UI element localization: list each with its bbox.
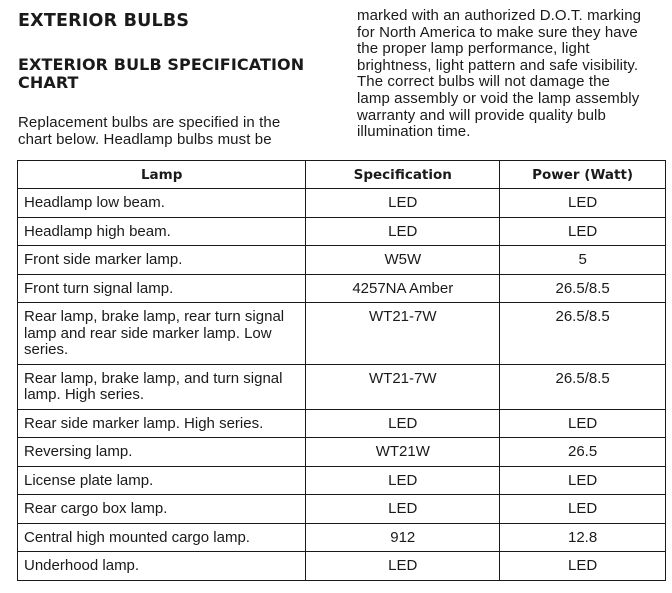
paragraph-line: brightness, light pattern and safe visibility. [357, 56, 639, 74]
lamp-cell [18, 466, 306, 495]
specification-cell: 4257NA Amber [306, 274, 500, 303]
power-cell: 5 [500, 246, 666, 275]
chart-heading-line-2: CHART [18, 73, 79, 92]
lamp-cell-line: Rear cargo box lamp. [24, 500, 168, 517]
chart-heading [18, 56, 338, 92]
lamp-cell-line: Reversing lamp. [24, 443, 133, 460]
lamp-cell [18, 246, 306, 275]
power-cell: 26.5/8.5 [500, 303, 666, 365]
lamp-cell-line: Headlamp high beam. [24, 222, 171, 240]
left-column [18, 8, 338, 148]
lamp-cell-line: Rear side marker lamp. High series. [24, 414, 264, 432]
table-row [18, 495, 666, 524]
bulb-specification-table [17, 160, 666, 581]
lamp-cell [18, 409, 306, 438]
power-cell: LED [500, 466, 666, 495]
power-cell: LED [500, 552, 666, 581]
specification-cell: WT21-7W [306, 303, 500, 365]
specification-cell: W5W [306, 246, 500, 275]
lamp-cell-line: Central high mounted cargo lamp. [24, 528, 250, 546]
paragraph-line: for North America to make sure they have [357, 23, 638, 41]
table-header-row [18, 161, 666, 189]
specification-cell: LED [306, 495, 500, 524]
lamp-cell [18, 523, 306, 552]
lamp-cell-line: Underhood lamp. [24, 557, 140, 574]
column-header-lamp: Lamp [18, 161, 306, 189]
table-row [18, 364, 666, 409]
table-row [18, 523, 666, 552]
lamp-cell-line: Front side marker lamp. [24, 251, 183, 268]
table-row [18, 217, 666, 246]
lamp-cell-line: lamp. High series. [24, 386, 145, 403]
specification-cell: 912 [306, 523, 500, 552]
lamp-cell [18, 217, 306, 246]
lamp-cell-line: Front turn signal lamp. [24, 279, 174, 297]
specification-cell: LED [306, 409, 500, 438]
page-heading: EXTERIOR BULBS [18, 11, 190, 31]
power-cell: 26.5/8.5 [500, 364, 666, 409]
table-row [18, 409, 666, 438]
table-row [18, 246, 666, 275]
power-cell: 12.8 [500, 523, 666, 552]
intro-line-1: Replacement bulbs are specified in the [18, 114, 281, 131]
power-cell: 26.5/8.5 [500, 274, 666, 303]
chart-heading-line-1: EXTERIOR BULB SPECIFICATION [18, 55, 305, 74]
power-cell: LED [500, 409, 666, 438]
paragraph-line: illumination time. [357, 123, 471, 141]
intro-paragraph [18, 114, 338, 148]
table-row [18, 466, 666, 495]
power-cell: LED [500, 495, 666, 524]
paragraph-line: marked with an authorized D.O.T. marking [357, 7, 642, 24]
power-cell: LED [500, 189, 666, 218]
lamp-cell [18, 438, 306, 467]
lamp-cell-line: License plate lamp. [24, 471, 154, 489]
lamp-cell [18, 552, 306, 581]
paragraph-line: the proper lamp performance, light [357, 40, 590, 58]
intro-line-2: chart below. Headlamp bulbs must be [18, 131, 272, 148]
paragraph-line: lamp assembly or void the lamp assembly [357, 89, 640, 107]
table-row [18, 552, 666, 581]
column-header-specification: Specification [306, 161, 500, 189]
lamp-cell [18, 495, 306, 524]
power-cell: LED [500, 217, 666, 246]
column-header-power: Power (Watt) [500, 161, 666, 189]
lamp-cell-line: Headlamp low beam. [24, 194, 165, 211]
lamp-cell-line: lamp and rear side marker lamp. Low [24, 324, 272, 342]
right-column [357, 8, 667, 141]
table-row [18, 303, 666, 365]
lamp-cell [18, 303, 306, 365]
specification-cell: WT21W [306, 438, 500, 467]
table-row [18, 274, 666, 303]
continued-paragraph [357, 8, 667, 141]
specification-cell: LED [306, 217, 500, 246]
lamp-cell-line: series. [24, 341, 69, 358]
lamp-cell-line: Rear lamp, brake lamp, rear turn signal [24, 308, 285, 325]
specification-cell: LED [306, 552, 500, 581]
lamp-cell-line: Rear lamp, brake lamp, and turn signal [24, 369, 283, 387]
specification-cell: LED [306, 189, 500, 218]
paragraph-line: warranty and will provide quality bulb [357, 106, 606, 124]
lamp-cell [18, 364, 306, 409]
power-cell: 26.5 [500, 438, 666, 467]
paragraph-line: The correct bulbs will not damage the [357, 73, 610, 91]
specification-cell: LED [306, 466, 500, 495]
lamp-cell [18, 274, 306, 303]
specification-cell: WT21-7W [306, 364, 500, 409]
table-row [18, 438, 666, 467]
table-row [18, 189, 666, 218]
lamp-cell [18, 189, 306, 218]
table-body [18, 189, 666, 581]
